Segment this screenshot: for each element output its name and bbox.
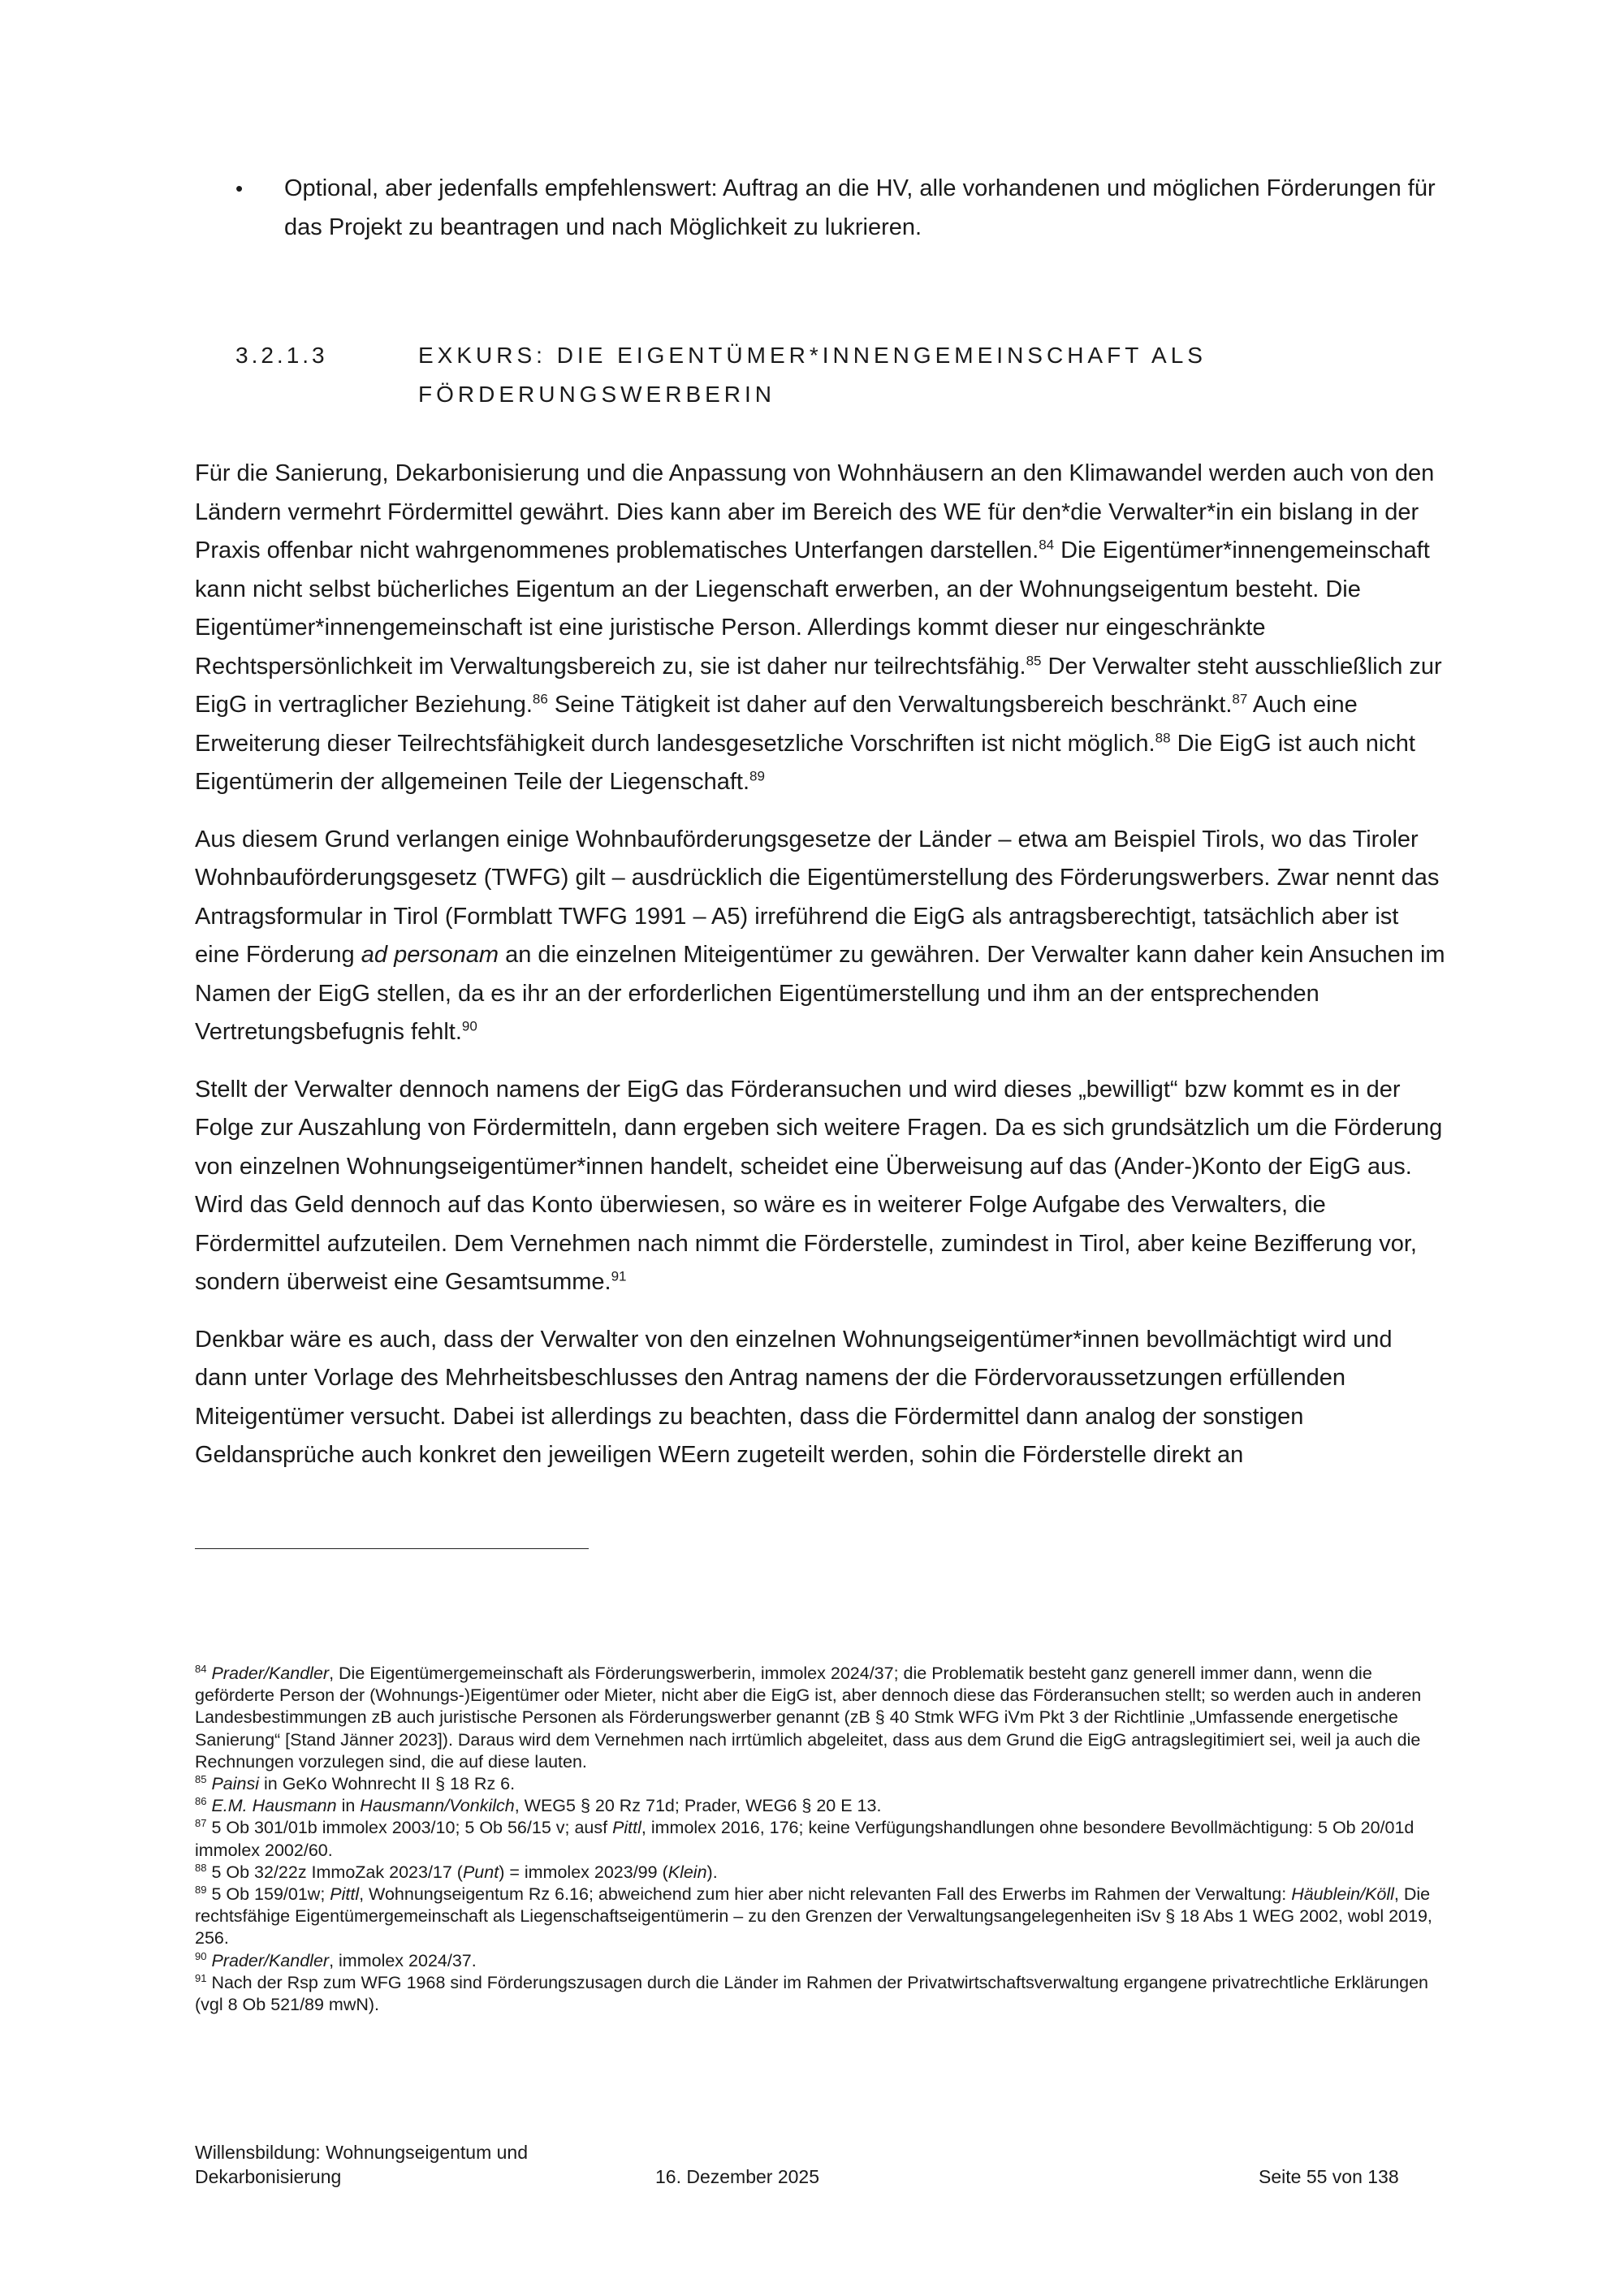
- footnote-84: [195, 1663, 1453, 1773]
- italic-term: ad personam: [361, 942, 499, 968]
- footnote-text: , immolex 2016, 176; keine Verfügungshandlungen ohne besondere Bevollmächtigung: 5 Ob 20/01d immolex 2002/60.: [195, 1818, 1415, 1860]
- footnotes: [195, 1663, 1453, 2016]
- footnote-number: 89: [195, 1883, 207, 1896]
- footnote-text: , Die rechtsfähige Eigentümergemeinschaft als Liegenschaftseigentümerin – zu den Grenzen der Verwaltungsangelegenheiten iSv § 18 Abs 1 WEG 2002, wobl 2019, 256.: [195, 1884, 1432, 1949]
- paragraph-3: [195, 1071, 1445, 1302]
- footnote-85: [195, 1773, 1453, 1795]
- footnote-author: Punt: [462, 1862, 499, 1882]
- footnote-89: [195, 1884, 1453, 1950]
- footnote-ref-89[interactable]: 89: [749, 768, 765, 784]
- footnote-text: , immolex 2024/37.: [329, 1950, 477, 1970]
- text-run: an die einzelnen Miteigentümer zu gewähren. Der Verwalter kann daher kein Ansuchen im Namen der EigG stellen, da es ihr an der erforderlichen Eigentümerstellung und ihm an der entsprechenden Vertretungsbefugnis fehlt.: [195, 942, 1445, 1045]
- footnote-text: , Die Eigentümergemeinschaft als Förderungswerberin, immolex 2024/37; die Problematik besteht ganz generell immer dann, wenn die geförderte Person der (Wohnungs-)Eigentümer oder Mieter, nicht aber die EigG ist, aber dennoch diese das Förderansuchen stellt; so werden auch in anderen Landesbestimmungen zB auch juristische Personen als Förderungswerber genannt (zB § 40 Stmk WFG iVm Pkt 3 der Richtlinie „Umfassende energetische Sanierung“ [Stand Jänner 2023]). Daraus wird dem Vernehmen nach irrtümlich abgeleitet, dass aus dem Grund die EigG antragslegitimiert sei, weil ja auch die Rechnungen vorzulegen sind, die auf diese lauten.: [195, 1664, 1422, 1772]
- footnote-separator: [195, 1548, 589, 1549]
- bullet-marker: •: [235, 176, 244, 201]
- footnote-number: 84: [195, 1662, 207, 1675]
- footnote-author: Hausmann/Vonkilch: [360, 1796, 515, 1816]
- text-run: Die EigG ist auch nicht Eigentümerin der allgemeinen Teile der Liegenschaft.: [195, 730, 1415, 795]
- paragraph-2: [195, 821, 1445, 1052]
- paragraph-4: [195, 1321, 1445, 1475]
- footnote-ref-91[interactable]: 91: [611, 1268, 627, 1284]
- footnote-author: Klein: [667, 1862, 707, 1882]
- footnote-91: [195, 1972, 1453, 2016]
- footer-document-title: [195, 2140, 601, 2189]
- footnote-ref-87[interactable]: 87: [1232, 691, 1248, 707]
- footnote-87: [195, 1817, 1453, 1861]
- footnote-text: Nach der Rsp zum WFG 1968 sind Förderungszusagen durch die Länder im Rahmen der Privatwirtschaftsverwaltung ergangene privatrechtliche Erklärungen (vgl 8 Ob 521/89 mwN).: [195, 1972, 1429, 2015]
- text-run: Der Verwalter steht ausschließlich zur EigG in vertraglicher Beziehung.: [195, 653, 1442, 718]
- footnote-text: 5 Ob 301/01b immolex 2003/10; 5 Ob 56/15 v; ausf: [206, 1818, 613, 1838]
- text-run: Aus diesem Grund verlangen einige Wohnbauförderungsgesetze der Länder – etwa am Beispiel Tirols, wo das Tiroler Wohnbauförderungsgesetz (TWFG) gilt – ausdrücklich die Eigentümerstellung des Förderungswerbers. Zwar nennt das Antragsformular in Tirol (Formblatt TWFG 1991 – A5) irreführend die EigG als antragsberechtigt, tatsächlich aber ist eine Förderung: [195, 826, 1440, 968]
- footnote-author: Painsi: [211, 1774, 260, 1794]
- text-run: Denkbar wäre es auch, dass der Verwalter von den einzelnen Wohnungseigentümer*innen bevollmächtigt wird und dann unter Vorlage des Mehrheitsbeschlusses den Antrag namens der die Fördervoraussetzungen erfüllenden Miteigentümer versucht. Dabei ist allerdings zu beachten, dass die Fördermittel dann analog der sonstigen Geldansprüche auch konkret den jeweiligen WEern zugeteilt werden, sohin die Förderstelle direkt an: [195, 1326, 1393, 1468]
- footer-page-number: Seite 55 von 138: [1259, 2166, 1399, 2187]
- footnote-text: 5 Ob 32/22z ImmoZak 2023/17 (: [206, 1862, 463, 1882]
- footnote-text: ) = immolex 2023/99 (: [499, 1862, 668, 1882]
- footnote-number: 91: [195, 1971, 207, 1984]
- body-text: [195, 455, 1445, 1494]
- text-run: Stellt der Verwalter dennoch namens der EigG das Förderansuchen und wird dieses „bewilligt“ bzw kommt es in der Folge zur Auszahlung von Fördermitteln, dann ergeben sich weitere Fragen. Da es sich grundsätzlich um die Förderung von einzelnen Wohnungseigentümer*innen handelt, scheidet eine Überweisung auf das (Ander-)Konto der EigG aus. Wird das Geld dennoch auf das Konto überwiesen, so wäre es in weiterer Folge Aufgabe des Verwalters, die Fördermittel aufzuteilen. Dem Vernehmen nach nimmt die Förderstelle, zumindest in Tirol, aber keine Bezifferung vor, sondern überweist eine Gesamtsumme.: [195, 1076, 1443, 1295]
- footnote-author: Häublein/Köll: [1291, 1884, 1394, 1905]
- text-run: Seine Tätigkeit ist daher auf den Verwaltungsbereich beschränkt.: [547, 692, 1233, 718]
- footnote-text: in: [336, 1796, 361, 1816]
- footnote-author: Pittl: [612, 1818, 641, 1838]
- footnote-ref-85[interactable]: 85: [1026, 652, 1042, 668]
- footnote-88: [195, 1862, 1453, 1884]
- paragraph-1: [195, 455, 1445, 802]
- footnote-author: Pittl: [330, 1884, 360, 1905]
- footnote-text: 5 Ob 159/01w;: [206, 1884, 330, 1905]
- footnote-ref-88[interactable]: 88: [1155, 729, 1171, 745]
- bullet-item: [235, 169, 1437, 247]
- bullet-text: Optional, aber jedenfalls empfehlenswert: Auftrag an die HV, alle vorhandenen und möglichen Förderungen für das Projekt zu beantragen und nach Möglichkeit zu lukrieren.: [284, 175, 1436, 240]
- footnote-text: in GeKo Wohnrecht II § 18 Rz 6.: [259, 1774, 516, 1794]
- footnote-number: 88: [195, 1861, 207, 1874]
- footnote-text: , WEG5 § 20 Rz 71d; Prader, WEG6 § 20 E 13.: [514, 1796, 882, 1816]
- text-run: Die Eigentümer*innengemeinschaft kann nicht selbst bücherliches Eigentum an der Liegenschaft erwerben, an der Wohnungseigentum besteht. Die Eigentümer*innengemeinschaft ist eine juristische Person. Allerdings kommt dieser nur eingeschränkte Rechtspersönlichkeit im Verwaltungsbereich zu, sie ist daher nur teilrechtsfähig.: [195, 537, 1430, 680]
- section-number: 3.2.1.3: [235, 343, 328, 368]
- footnote-author: Prader/Kandler: [211, 1664, 330, 1683]
- footnote-author: E.M. Hausmann: [211, 1796, 337, 1816]
- footer-date: 16. Dezember 2025: [655, 2166, 820, 2187]
- footnote-text: ).: [706, 1862, 718, 1882]
- footnote-number: 86: [195, 1795, 207, 1808]
- footnote-ref-90[interactable]: 90: [461, 1018, 477, 1034]
- footnote-number: 85: [195, 1772, 207, 1785]
- footnote-text: , Wohnungseigentum Rz 6.16; abweichend zum hier aber nicht relevanten Fall des Erwerbs im Rahmen der Verwaltung:: [359, 1884, 1292, 1905]
- footnote-author: Prader/Kandler: [211, 1950, 330, 1970]
- footnote-ref-86[interactable]: 86: [532, 691, 548, 707]
- footnote-ref-84[interactable]: 84: [1039, 537, 1055, 553]
- footnote-90: [195, 1950, 1453, 1972]
- footer-title-line: Dekarbonisierung: [195, 2166, 342, 2187]
- footer-title-line: Willensbildung: Wohnungseigentum und: [195, 2142, 529, 2163]
- section-title: EXKURS: DIE EIGENTÜMER*INNENGEMEINSCHAFT ALS FÖRDERUNGSWERBERIN: [418, 343, 1207, 407]
- text-run: Auch eine Erweiterung dieser Teilrechtsfähigkeit durch landesgesetzliche Vorschriften ist nicht möglich.: [195, 692, 1358, 757]
- document-page: [195, 0, 1445, 2296]
- text-run: Für die Sanierung, Dekarbonisierung und die Anpassung von Wohnhäusern an den Klimawandel werden auch von den Ländern vermehrt Fördermittel gewährt. Dies kann aber im Bereich des WE für den*die Verwalter*in ein bislang in der Praxis offenbar nicht wahrgenommenes problematisches Unterfangen darstellen.: [195, 460, 1435, 563]
- section-heading: [235, 336, 1437, 414]
- footnote-86: [195, 1795, 1453, 1817]
- footnote-number: 90: [195, 1949, 207, 1962]
- footnote-number: 87: [195, 1817, 207, 1830]
